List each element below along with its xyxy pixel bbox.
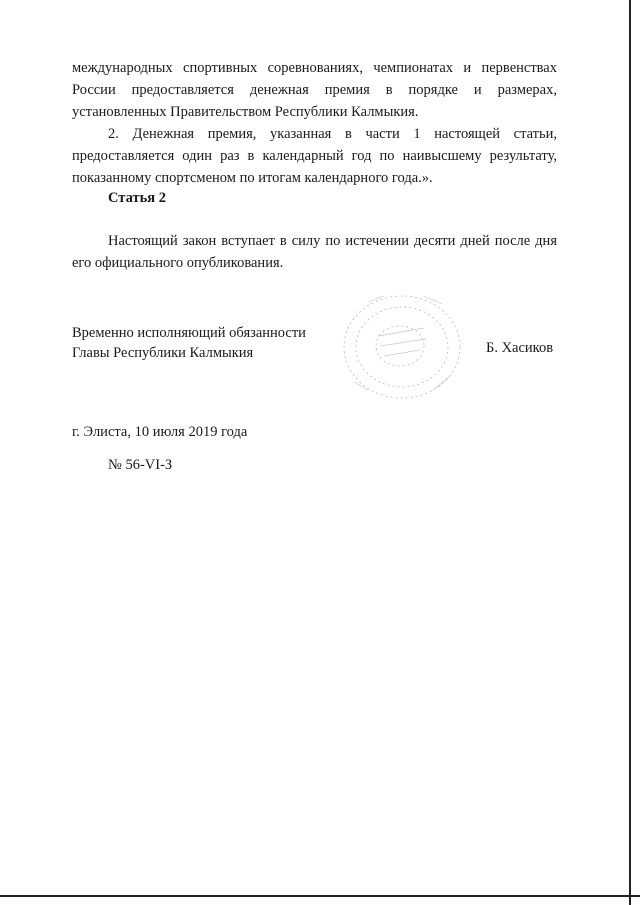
official-seal-icon — [338, 290, 468, 405]
body-text-article — [72, 230, 557, 274]
scan-edge-right — [629, 0, 631, 905]
signatory-title — [72, 323, 306, 363]
signatory-name: Б. Хасиков — [486, 340, 554, 356]
signatory-title-line-1: Временно исполняющий обязанности — [72, 325, 306, 341]
law-number: № 56-VI-З — [108, 457, 173, 473]
article-text: Настоящий закон вступает в силу по истечении десяти дней после дня его официального опубликования. — [72, 233, 557, 271]
signatory-title-line-2: Главы Республики Калмыкия — [72, 345, 254, 361]
paragraph-2: 2. Денежная премия, указанная в части 1 настоящей статьи, предоставляется один раз в календарный год по наивысшему результату, показанному спортсменом по итогам календарного года.». — [72, 126, 557, 186]
article-heading: Статья 2 — [108, 190, 166, 206]
body-text-top — [72, 57, 557, 189]
paragraph-continuation: международных спортивных соревнованиях, чемпионатах и первенствах России предоставляется денежная премия в порядке и размерах, установленных Правительством Республики Калмыкия. — [72, 60, 557, 120]
place-and-date: г. Элиста, 10 июля 2019 года — [72, 424, 248, 440]
scan-edge-bottom — [0, 895, 640, 897]
